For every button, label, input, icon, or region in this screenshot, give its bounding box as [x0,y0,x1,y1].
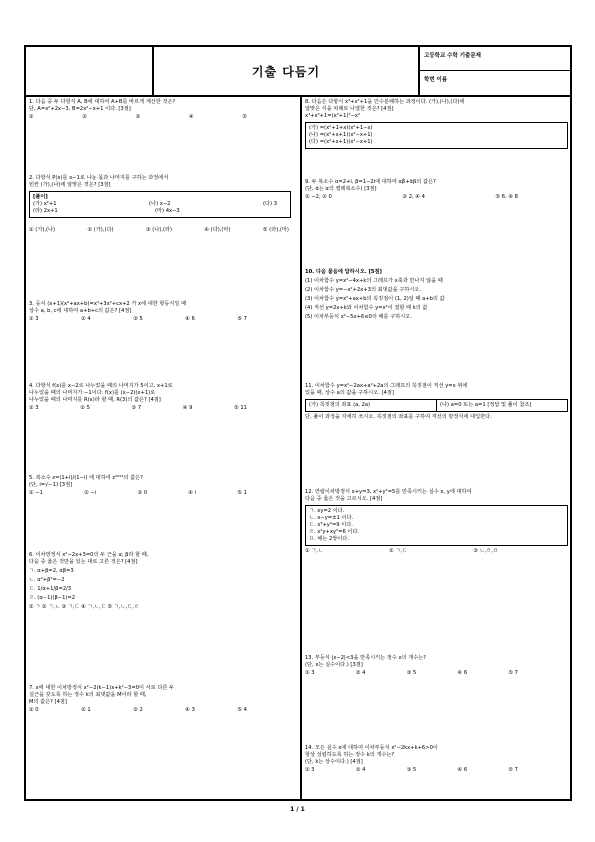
answer-box [305,122,568,149]
header-school: 고등학교 수학 기출문제 [420,47,570,71]
choice[interactable]: ⑤ 11 [234,405,247,411]
question-stem: (단, x는 실수이다.) [3점] [305,662,363,668]
choice[interactable]: ② ㄱ,ㄷ [389,548,408,554]
answer-choices [305,548,568,555]
box-line: (다) =(x²+x+1)(x²−x+1) [309,139,373,145]
choice[interactable]: ① (가),(나) [29,227,56,233]
answer-choices [29,227,297,234]
question-stem: 나누었을 때의 나머지를 R(x)라 할 때, R(3)의 값은? [4점] [29,397,161,403]
choice[interactable]: ④ (다),(마) [204,227,231,233]
choice[interactable]: ⑤ 7 [508,767,518,773]
choice[interactable]: ④ 3 [185,707,195,713]
choice[interactable]: ② [82,114,87,120]
choice[interactable]: ① ㄱ,ㄴ [305,548,323,554]
answer-choices [305,767,568,774]
question-14 [305,745,568,774]
question-7 [29,685,297,714]
sub-question: (5) 이차부등식 x²−5x+6≤0의 해를 구하시오. [305,314,412,320]
question-stem: 다음 중 옳은 것을 고르시오. [4점] [305,496,383,502]
choice[interactable]: ② 5 [80,405,90,411]
right-column [305,97,568,799]
choice[interactable]: ② 1 [81,707,91,713]
table-cell: (가) 꼭짓점의 좌표 (a, 2a) [309,402,371,408]
choice[interactable]: ② 4 [355,767,366,773]
choice[interactable]: ② (가),(다) [87,227,114,233]
sub-question: (3) 이차함수 y=x²+ax+b의 꼭짓점이 (1, 2)일 때 a+b의 값 [305,296,445,302]
choice[interactable]: ⑤ 7 [508,670,518,676]
choice[interactable]: ③ 2, ④ 4 [402,194,425,200]
question-5 [29,475,297,497]
choice[interactable]: ③ ㄴ,ㄹ,ㅁ [473,548,498,554]
exam-frame [24,45,572,801]
header-blank-cell [26,47,154,95]
choice[interactable]: ③ (나),(라) [145,227,173,233]
sub-question: (1) 이차함수 y=x²−4x+k의 그래프가 x축과 만나지 않을 때 [305,278,443,284]
sub-question: (2) 이차함수 y=−x²+2x+3의 최댓값을 구하시오. [305,287,422,293]
choice[interactable]: ④ 6 [457,767,468,773]
solution-box [29,191,291,218]
choice[interactable]: ① 3 [305,767,315,773]
box-item: (가) x²+1 [33,201,57,207]
header-student: 학번 이름 [424,77,448,83]
answer-choices [29,707,297,714]
option-item: ㄱ. α+β=2, αβ=3 [29,568,74,574]
question-stem: 다음 중 옳은 것만을 있는 대로 고른 것은? [4점] [29,559,138,565]
column-divider [300,97,302,799]
exam-header [26,47,570,97]
question-stem: 3. 등식 (x+1)(x²+ax+b)=x³+3x²+cx+2 가 x에 대한 항등식일 때 [29,301,187,307]
choice[interactable]: ③ [135,114,141,120]
box-item: (마) 4x−3 [155,208,180,214]
choice[interactable]: ② 4 [355,670,366,676]
box-item: (라) 2x+1 [33,208,58,214]
answer-choices [305,194,568,201]
question-11 [305,383,568,421]
choice[interactable]: ③ 5 [406,670,417,676]
choice[interactable]: ① 0 [29,707,39,713]
answer-choices [29,114,297,121]
question-stem: 14. 모든 실수 x에 대하여 이차부등식 x²−2kx+k+6>0이 [305,745,438,751]
choice[interactable]: ③ 0 [137,490,148,496]
choice[interactable]: ① −1 [29,490,43,496]
box-line: (나) =(x²+x+1)(x²−x+1) [309,132,373,138]
box-line: ㄱ. xy=2 이다. [309,508,345,514]
option-box [305,505,568,546]
question-stem: 8. 다음은 다항식 x⁴+x²+1을 인수분해하는 과정이다. (가),(나),(다)에 [305,99,465,105]
question-9 [305,179,568,201]
choice[interactable]: ⑤ 7 [237,316,247,322]
answer-choices [29,316,297,323]
choice[interactable]: ① 3 [29,316,39,322]
question-stem: (단, k는 상수이다.) [4점] [305,759,363,765]
question-stem: x⁴+x²+1=(x²+1)²−x² [305,113,361,119]
choice[interactable]: ③ 2 [133,707,143,713]
table-cell: (나) a=0 또는 a=1 [정답 및 풀이 참조] [436,400,567,411]
option-item: ㄴ. α²+β²=−2 [29,577,65,583]
page-number: 1 / 1 [290,806,305,813]
question-4 [29,383,297,412]
choice[interactable]: ① −2, ② 0 [305,194,332,200]
question-stem: M의 값은? [4점] [29,699,67,705]
question-3 [29,301,297,323]
choice[interactable]: ④ 9 [182,405,193,411]
box-line: (가) =(x²+1+x)(x²+1−x) [309,125,373,131]
choice[interactable]: ① [29,114,34,120]
question-stem: (단, ᾱ는 α의 켤레복소수) [3점] [305,186,377,192]
choice[interactable]: ② −i [84,490,97,496]
question-12 [305,489,568,555]
choice[interactable]: ① 3 [305,670,315,676]
box-line: ㄴ. x−y=±1 이다. [309,515,354,521]
box-line: ㅁ. 해는 2쌍이다. [309,536,349,542]
exam-title: 기출 다듬기 [154,47,420,95]
question-stem: 상수 a, b, c에 대하여 a+b+c의 값은? [4점] [29,308,132,314]
question-stem: 9. 두 복소수 α=2+i, β=1−2i에 대하여 αβ̄+ᾱβ의 값은? [305,179,436,185]
choice[interactable]: ④ i [188,490,197,496]
question-stem: 6. 이차방정식 x²−2x+3=0의 두 근을 α, β라 할 때, [29,552,149,558]
box-line: ㄷ. x³+y³=9 이다. [309,522,353,528]
answer-choices [29,490,297,497]
question-8 [305,99,568,151]
question-stem: 실근을 갖도록 하는 정수 k의 최댓값을 M이라 할 때, [29,692,147,698]
question-stem: 알맞은 식을 차례로 나열한 것은? [4점] [305,106,394,112]
left-column [29,97,297,799]
question-stem: 12. 연립이차방정식 x+y=3, x²+y²=5를 만족시키는 실수 x, y에 대하여 [305,489,472,495]
option-item: ㄷ. 1/α+1/β=2/3 [29,586,72,592]
question-note: 단, 풀이 과정을 자세히 쓰시오. 꼭짓점의 좌표를 구하여 직선의 방정식에 대입한다. [305,414,492,420]
box-item: (다) 3 [262,201,277,207]
question-stem: 10. 다음 물음에 답하시오. [5점] [305,269,382,275]
choice[interactable]: ③ 5 [133,316,143,322]
choice[interactable]: ④ 6 [457,670,468,676]
question-stem: 나누었을 때의 나머지가 −1이다. f(x)를 (x−2)(x+1)로 [29,390,156,396]
question-stem: 7. x에 대한 이차방정식 x²−2(k−1)x+k²−3=0이 서로 다른 두 [29,685,175,691]
choice[interactable]: ⑤ 6, ⑥ 8 [495,194,518,200]
answer-table [305,399,568,412]
choice[interactable]: ① 3 [29,405,39,411]
sub-question: (4) 직선 y=2x+k와 이차함수 y=x²이 접할 때 k의 값 [305,305,428,311]
question-13 [305,655,568,677]
header-info [420,47,570,95]
question-stem: 단, A=x²+2x−3, B=2x²−x+1 이다. [3점] [29,106,131,112]
box-row [33,208,287,215]
answer-choices [305,670,568,677]
question-stem: 항상 성립하도록 하는 정수 k의 개수는? [305,752,395,758]
question-stem: 1. 다음 중 두 다항식 A, B에 대하여 A+B를 바르게 계산한 것은? [29,99,176,105]
choice[interactable]: ⑤ [242,114,247,120]
choice[interactable]: ⑤ (라),(마) [262,227,289,233]
box-line: ㄹ. x²y+xy²=6 이다. [309,529,360,535]
question-stem: 13. 부등식 |x−2|<3을 만족시키는 정수 x의 개수는? [305,655,426,661]
box-title: [풀이] [33,194,48,200]
question-stem: 5. 복소수 z=(1+i)/(1−i) 에 대하여 z²⁰²⁴의 값은? [29,475,143,481]
question-2 [29,175,297,234]
choice[interactable]: ② 4 [81,316,91,322]
choice[interactable]: ④ [188,114,194,120]
choice[interactable]: ③ 7 [131,405,142,411]
option-list [29,568,297,611]
choice[interactable]: ⑤ 1 [237,490,247,496]
choice[interactable]: ③ 5 [406,767,417,773]
question-stem: (단, i=√−1) [3점] [29,482,73,488]
box-row [33,201,287,208]
question-stem: 4. 다항식 f(x)를 x−2로 나누었을 때의 나머지가 5이고, x+1로 [29,383,173,389]
question-stem: 2. 다항식 P(x)를 x−1로 나눈 몫과 나머지를 구하는 과정에서 [29,175,169,181]
question-stem: 11. 이차함수 y=x²−2ax+a²+2a의 그래프의 꼭짓점이 직선 y=x 위에 [305,383,468,389]
choice[interactable]: ④ 6 [185,316,195,322]
question-1 [29,99,297,121]
question-6 [29,552,297,611]
option-item: ㄹ. (α−1)(β−1)=2 [29,595,76,601]
question-stem: 있을 때, 상수 a의 값을 구하시오. [4점] [305,390,394,396]
answer-choices [29,405,297,412]
choice[interactable]: ⑤ 4 [237,707,247,713]
question-10 [305,269,568,321]
question-stem: 빈칸 (가),(나)에 알맞은 것은? [3점] [29,182,111,188]
answer-choices[interactable]: ① ㄱ ② ㄱ,ㄴ ③ ㄱ,ㄷ ④ ㄱ,ㄴ,ㄷ ⑤ ㄱ,ㄴ,ㄷ,ㄹ [29,604,139,610]
box-item: (나) x−2 [149,201,171,207]
